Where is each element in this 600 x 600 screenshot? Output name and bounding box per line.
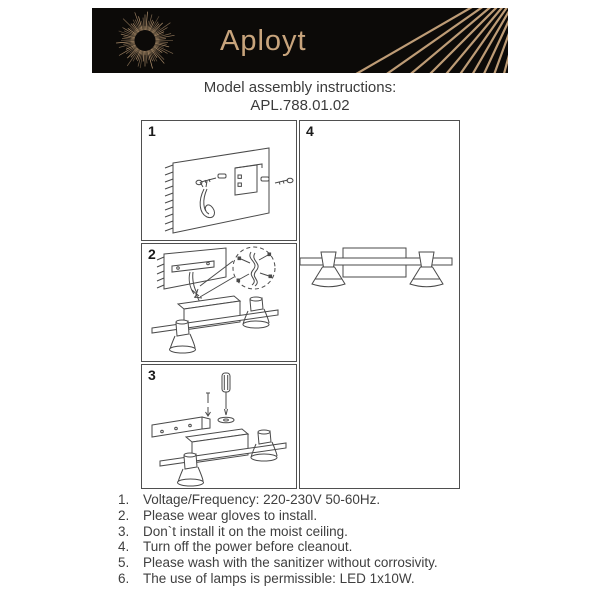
panel-number-2: 2 xyxy=(148,246,156,262)
instruction-number: 4. xyxy=(118,539,130,555)
instruction-text: Please wash with the sanitizer without corrosivity. xyxy=(143,555,438,571)
instruction-text: Don`t install it on the moist ceiling. xyxy=(143,523,348,539)
wiring-connection-diagram xyxy=(142,244,296,361)
assembled-fixture-diagram xyxy=(300,121,459,488)
instruction-text: The use of lamps is permissible: LED 1x10W. xyxy=(143,570,415,586)
brand-name: Aployt xyxy=(220,25,307,57)
panel-number-3: 3 xyxy=(148,367,156,383)
instruction-item xyxy=(118,539,500,555)
assembled-fixture-panel xyxy=(299,120,460,489)
page-title: Model assembly instructions: xyxy=(203,79,397,96)
instruction-item xyxy=(118,508,500,524)
instruction-text: Turn off the power before cleanout. xyxy=(143,539,353,555)
instruction-text: Please wear gloves to install. xyxy=(143,507,318,523)
instruction-number: 6. xyxy=(118,570,130,586)
instruction-item xyxy=(118,571,500,587)
assembly-step-2-panel xyxy=(141,243,297,362)
assembly-step-1-panel xyxy=(141,120,297,241)
instruction-item xyxy=(118,524,500,540)
instruction-number: 3. xyxy=(118,523,130,539)
rays-decoration-icon xyxy=(326,8,508,73)
brand-banner xyxy=(92,8,508,73)
instruction-list xyxy=(118,492,500,587)
panel-number-1: 1 xyxy=(148,123,156,139)
instruction-item xyxy=(118,555,500,571)
fastening-diagram xyxy=(142,365,296,488)
instruction-text: Voltage/Frequency: 220-230V 50-60Hz. xyxy=(143,492,381,507)
model-number: APL.788.01.02 xyxy=(250,96,350,114)
instruction-number: 2. xyxy=(118,507,130,523)
assembly-step-3-panel xyxy=(141,364,297,489)
instruction-number: 1. xyxy=(118,492,130,507)
sunburst-logo-icon xyxy=(100,8,190,73)
header-text xyxy=(0,79,600,114)
instruction-item xyxy=(118,492,500,508)
panel-number-4: 4 xyxy=(306,123,314,139)
wall-mounting-diagram xyxy=(142,121,296,240)
instruction-number: 5. xyxy=(118,555,130,571)
